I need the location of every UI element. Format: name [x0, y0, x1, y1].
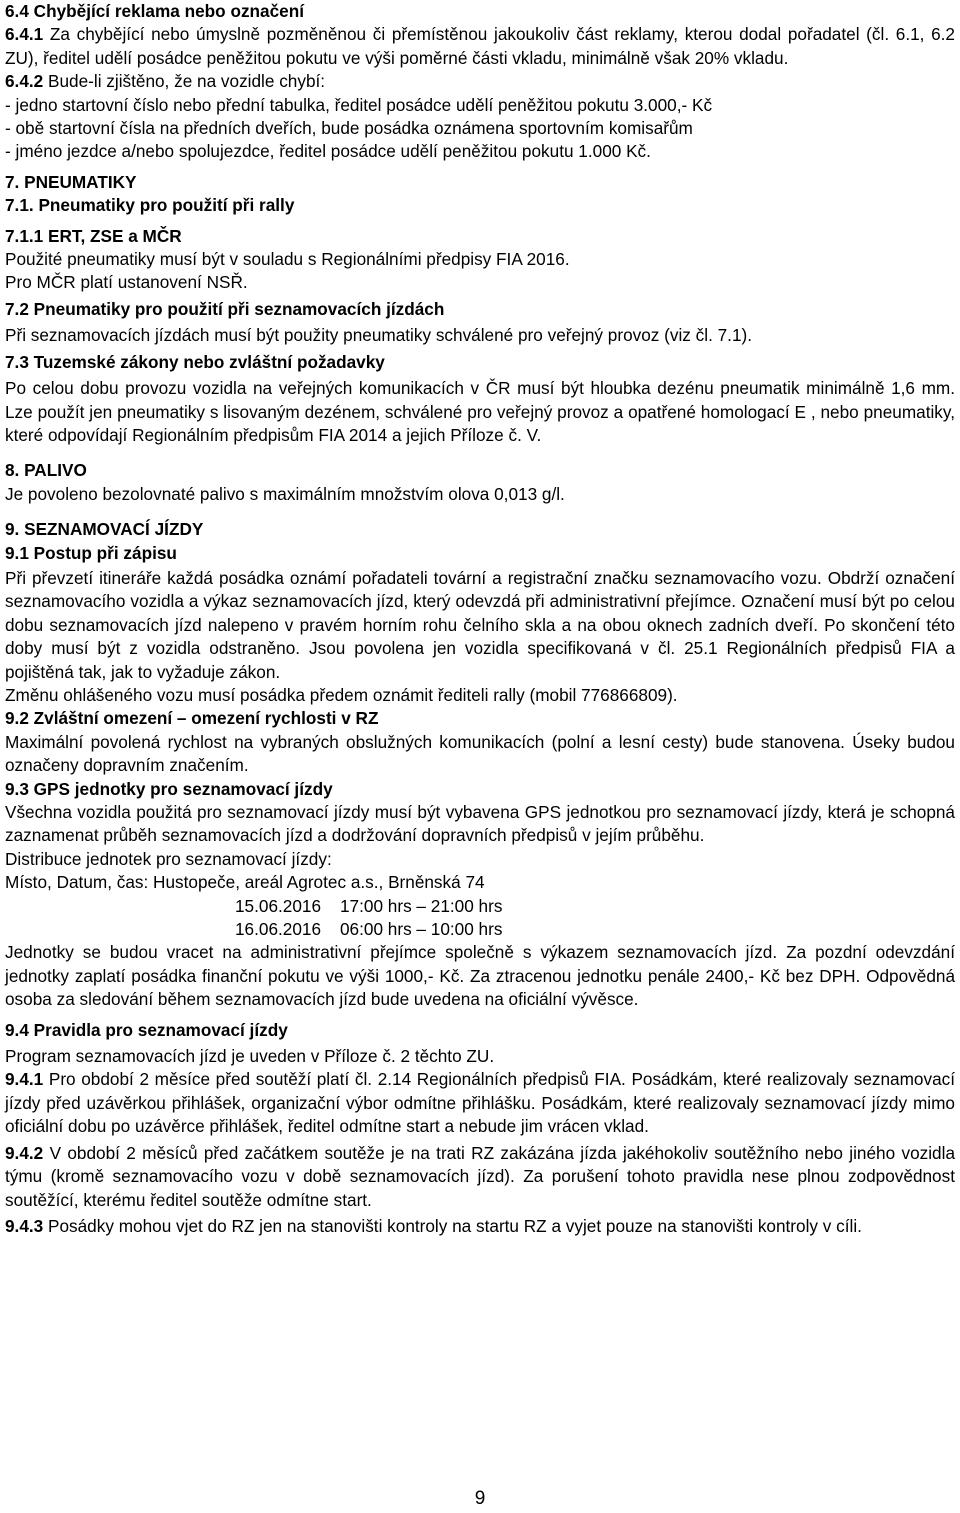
clause-text: Pro období 2 měsíce před soutěží platí čl. 2.14 Regionálních předpisů FIA. Posádkám, které realizovaly seznamovací jízdy před uzávěrkou přihlášek, organizační výbor odmítne přihlášku. Posádkám, které realizovaly seznamovací jízdy mimo oficiální dobu po uzávěrce přihlášek, ředitel odmítne start a nebude jim vrácen vklad.: [5, 1069, 955, 1137]
section-9-title: 9. SEZNAMOVACÍ JÍZDY: [5, 519, 204, 540]
section-9-3-title: 9.3 GPS jednotky pro seznamovací jízdy: [5, 778, 333, 799]
section-7-3-title: 7.3 Tuzemské zákony nebo zvláštní požadavky: [5, 351, 385, 372]
section-7-2-title: 7.2 Pneumatiky pro použití při seznamovacích jízdách: [5, 298, 445, 319]
paragraph: Po celou dobu provozu vozidla na veřejných komunikacích v ČR musí být hloubka dezénu pneumatik minimálně 1,6 mm. Lze použít jen pneumatiky s lisovaným dezénem, schválené pro veřejný provoz a opatřené homologací E , nebo pneumatiky, které odpovídají Regionálním předpisům FIA 2014 a jejich Příloze č. V.: [5, 378, 955, 445]
paragraph: Je povoleno bezolovnaté palivo s maximálním množstvím olova 0,013 g/l.: [5, 483, 565, 504]
page-number: 9: [474, 1488, 486, 1509]
schedule-row: [5, 895, 955, 918]
paragraph: Program seznamovacích jízd je uveden v Příloze č. 2 těchto ZU.: [5, 1046, 495, 1067]
list-item: - jméno jezdce a/nebo spolujezdce, ředitel posádce udělí peněžitou pokutu 1.000 Kč.: [5, 141, 651, 162]
paragraph-9-4-3: [5, 1215, 955, 1238]
document-page: [5, 0, 955, 1238]
schedule-time: 17:00 hrs – 21:00 hrs: [340, 895, 503, 916]
clause-number: 9.4.2: [5, 1142, 44, 1163]
section-9-1-title: 9.1 Postup při zápisu: [5, 542, 177, 563]
clause-number: 6.4.1: [5, 24, 44, 45]
section-9-4-title: 9.4 Pravidla pro seznamovací jízdy: [5, 1019, 288, 1040]
paragraph: Jednotky se budou vracet na administrativní přejímce společně s výkazem seznamovacích jízd. Za pozdní odevzdání jednotky zaplatí posádka finanční pokutu ve výši 1000,- Kč. Za ztracenou jednotku penále 2400,- Kč bez DPH. Odpovědná osoba za sledování během seznamovacích jízd bude uvedena na oficiální vývěsce.: [5, 942, 955, 1010]
paragraph-9-4-1: [5, 1068, 955, 1138]
section-7-title: 7. PNEUMATIKY: [5, 171, 137, 192]
paragraph-6-4-2: [5, 70, 955, 93]
schedule-date: 16.06.2016: [235, 919, 322, 940]
section-7-1-title: 7.1. Pneumatiky pro použití při rally: [5, 195, 295, 216]
paragraph: Distribuce jednotek pro seznamovací jízdy:: [5, 848, 332, 869]
list-item: - obě startovní čísla na předních dveřích, bude posádka oznámena sportovním komisařům: [5, 118, 693, 139]
section-8-title: 8. PALIVO: [5, 460, 87, 481]
list-item: - jedno startovní číslo nebo přední tabulka, ředitel posádce udělí peněžitou pokutu 3.000,- Kč: [5, 94, 713, 115]
paragraph: Maximální povolená rychlost na vybraných obslužných komunikacích (polní a lesní cesty) bude stanovena. Úseky budou označeny dopravním značením.: [5, 731, 955, 776]
section-7-1-1-title: 7.1.1 ERT, ZSE a MČR: [5, 225, 182, 246]
clause-text: Bude-li zjištěno, že na vozidle chybí:: [43, 71, 326, 92]
clause-number: 9.4.1: [5, 1069, 44, 1090]
paragraph: Všechna vozidla použitá pro seznamovací jízdy musí být vybavena GPS jednotkou pro seznamovací jízdy, která je schopná zaznamenat průběh seznamovacích jízd a dodržování dopravních předpisů v jejím průběhu.: [5, 802, 955, 846]
paragraph: Pro MČR platí ustanovení NSŘ.: [5, 272, 248, 293]
section-9-2-title: 9.2 Zvláštní omezení – omezení rychlosti v RZ: [5, 708, 379, 729]
paragraph: Změnu ohlášeného vozu musí posádka předem oznámit řediteli rally (mobil 776866809).: [5, 684, 678, 705]
schedule-date: 15.06.2016: [235, 895, 322, 916]
paragraph-6-4-1: [5, 23, 955, 70]
paragraph: Místo, Datum, čas: Hustopeče, areál Agrotec a.s., Brněnská 74: [5, 872, 485, 893]
clause-number: 9.4.3: [5, 1215, 44, 1236]
clause-text: V období 2 měsíců před začátkem soutěže je na trati RZ zakázána jízda jakéhokoliv soutěžního nebo jiného vozidla týmu (kromě seznamovacího vozu v době seznamovacích jízd). Za porušení tohoto pravidla nese plnou zodpovědnost soutěžící, kterému ředitel soutěže odmítne start.: [5, 1142, 955, 1210]
paragraph: Při převzetí itineráře každá posádka oznámí pořadateli tovární a registrační značku seznamovacího vozu. Obdrží označení seznamovacího vozidla a výkaz seznamovacích jízd, který odevzdá při administrativní přejímce. Označení musí být po celou dobu seznamovacích jízd nalepeno v pravém horním rohu čelního skla a na obou oknech zadních dveří. Po skončení této doby musí být z vozidla odstraněno. Jsou povolena jen vozidla specifikovaná v čl. 25.1 Regionálních předpisů FIA a pojištěná tak, jak to vyžaduje zákon.: [5, 567, 955, 682]
section-6-4-title: 6.4 Chybějící reklama nebo označení: [5, 1, 304, 21]
clause-text: Za chybějící nebo úmyslně pozměněnou či přemístěnou jakoukoliv část reklamy, kterou dodal pořadatel (čl. 6.1, 6.2 ZU), ředitel udělí posádce peněžitou pokutu ve výši poměrné části vkladu, minimálně však 20% vkladu.: [5, 24, 955, 68]
schedule-row: [5, 918, 955, 941]
clause-number: 6.4.2: [5, 71, 44, 92]
schedule-time: 06:00 hrs – 10:00 hrs: [340, 919, 503, 940]
paragraph: Použité pneumatiky musí být v souladu s Regionálními předpisy FIA 2016.: [5, 249, 570, 270]
paragraph-9-4-2: [5, 1142, 955, 1212]
clause-text: Posádky mohou vjet do RZ jen na stanovišti kontroly na startu RZ a vyjet pouze na stanovišti kontroly v cíli.: [43, 1215, 862, 1236]
paragraph: Při seznamovacích jízdách musí být použity pneumatiky schválené pro veřejný provoz (viz čl. 7.1).: [5, 325, 753, 346]
